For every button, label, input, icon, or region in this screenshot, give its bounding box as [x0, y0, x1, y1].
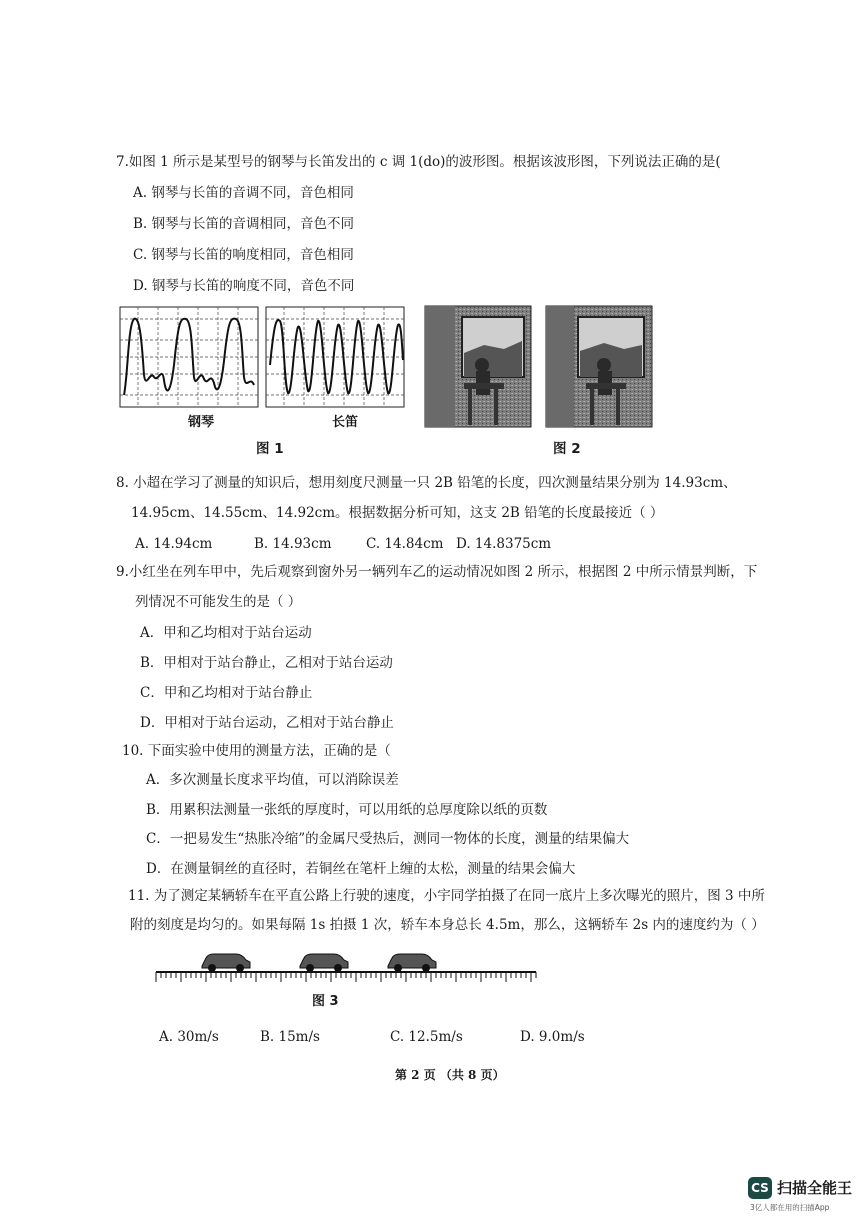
q8-option-b: B. 14.93cm	[254, 536, 332, 552]
q9-line2: 列情况不可能发生的是（ ）	[135, 594, 302, 610]
q9-option-c: C．甲和乙均相对于站台静止	[140, 685, 313, 701]
q11-option-b: B. 15m/s	[260, 1029, 320, 1045]
scanner-logo: CS	[748, 1177, 772, 1199]
scanner-app-name: 扫描全能王	[777, 1179, 853, 1197]
q11-line1: 11. 为了测定某辆轿车在平直公路上行驶的速度，小宇同学拍摄了在同一底片上多次曝光的照片，图 3 中所	[128, 888, 765, 904]
q8-option-c: C. 14.84cm	[366, 536, 444, 552]
car-2	[300, 954, 348, 972]
q9-line1: 9.小红坐在列车甲中，先后观察到窗外另一辆列车乙的运动情况如图 2 所示，根据图 2 中所示情景判断，下	[116, 564, 758, 580]
figure2-photos	[424, 305, 654, 429]
q10-option-d: D．在测量铜丝的直径时，若铜丝在笔杆上缠的太松，测量的结果会偏大	[146, 861, 576, 877]
figure1-caption: 图 1	[256, 441, 284, 457]
q7-option-d: D. 钢琴与长笛的响度不同，音色不同	[133, 278, 355, 294]
q7-option-b: B. 钢琴与长笛的音调相同，音色不同	[133, 216, 355, 232]
q8-option-a: A. 14.94cm	[135, 536, 213, 552]
figure2-photo-left	[425, 306, 531, 427]
q11-line2: 附的刻度是均匀的。如果每隔 1s 拍摄 1 次，轿车本身总长 4.5m，那么，这辆轿车 2s 内的速度约为（ ）	[130, 917, 765, 933]
q11-option-a: A. 30m/s	[159, 1029, 219, 1045]
q11-option-d: D. 9.0m/s	[520, 1029, 585, 1045]
figure1-label-flute: 长笛	[332, 415, 359, 430]
q9-option-b: B．甲相对于站台静止，乙相对于站台运动	[140, 655, 393, 671]
q10-option-b: B．用累积法测量一张纸的厚度时，可以用纸的总厚度除以纸的页数	[146, 802, 548, 818]
figure3-ruler	[154, 946, 538, 988]
q10-option-c: C．一把易发生“热胀冷缩”的金属尺受热后，测同一物体的长度，测量的结果偏大	[146, 831, 630, 847]
figure3-caption: 图 3	[312, 994, 339, 1009]
figure2-caption: 图 2	[553, 441, 581, 457]
q8-option-d: D. 14.8375cm	[456, 536, 552, 552]
page-footer: 第 2 页 （共 8 页）	[395, 1068, 505, 1082]
q7-option-c: C. 钢琴与长笛的响度相同，音色相同	[133, 247, 354, 263]
scanner-app-tagline: 3亿人都在用的扫描App	[750, 1203, 830, 1212]
q10-option-a: A．多次测量长度求平均值，可以消除误差	[146, 772, 399, 788]
q7-option-a: A. 钢琴与长笛的音调不同，音色相同	[133, 185, 354, 201]
q8-line2: 14.95cm、14.55cm、14.92cm。根据数据分析可知，这支 2B 铅笔的长度最接近（ ）	[131, 505, 664, 521]
q11-option-c: C. 12.5m/s	[390, 1029, 463, 1045]
figure1-waveforms	[118, 305, 408, 413]
figure2-photo-right	[546, 306, 652, 427]
car-3	[388, 954, 436, 972]
q9-option-a: A．甲和乙均相对于站台运动	[140, 625, 312, 641]
car-1	[202, 954, 250, 972]
figure1-label-piano: 钢琴	[188, 415, 215, 430]
q10-stem: 10. 下面实验中使用的测量方法，正确的是（	[122, 743, 391, 759]
q8-line1: 8. 小超在学习了测量的知识后，想用刻度尺测量一只 2B 铅笔的长度，四次测量结果分别为 14.93cm、	[116, 475, 737, 491]
q7-stem: 7.如图 1 所示是某型号的钢琴与长笛发出的 c 调 1(do)的波形图。根据该波形图，下列说法正确的是(	[116, 154, 721, 170]
q9-option-d: D．甲相对于站台运动，乙相对于站台静止	[140, 715, 394, 731]
